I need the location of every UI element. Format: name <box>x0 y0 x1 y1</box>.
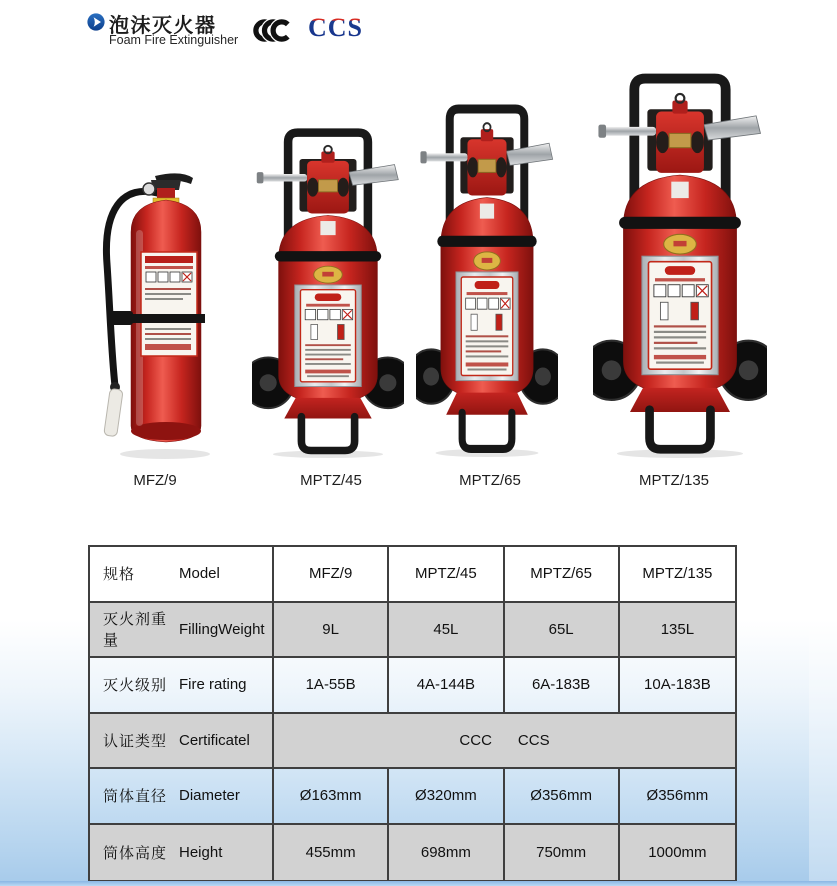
page-bottom-edge <box>0 881 837 886</box>
spec-value-cell: Ø356mm <box>505 769 620 825</box>
spec-table <box>88 545 737 882</box>
spec-value-cell: MPTZ/65 <box>505 547 620 603</box>
spec-value-cell: 6A-183B <box>505 658 620 714</box>
spec-value-cell: 45L <box>389 603 504 659</box>
spec-value-cell: MFZ/9 <box>274 547 389 603</box>
page-subtitle: Foam Fire Extinguisher <box>109 33 239 47</box>
spec-value-cell: 698mm <box>389 825 504 881</box>
spec-row-label-zh: 筒体直径 <box>103 788 168 806</box>
ccs-mark-text: CCS <box>308 13 364 42</box>
spec-row-label-zh: 灭火级别 <box>103 677 168 695</box>
spec-value-cell: 4A-144B <box>389 658 504 714</box>
ccs-certification-mark <box>306 11 382 43</box>
spec-row-label <box>90 825 274 881</box>
spec-row-label-zh: 规格 <box>103 566 136 584</box>
spec-value-cell: MPTZ/135 <box>620 547 735 603</box>
spec-row-label-zh: 认证类型 <box>103 732 168 750</box>
spec-row-label <box>90 547 274 603</box>
spec-row-label <box>90 714 274 770</box>
spec-value-cell: Ø356mm <box>620 769 735 825</box>
spec-value-cell: 750mm <box>505 825 620 881</box>
spec-row-label-en: Certificatel <box>179 731 250 749</box>
certificate-token: CCS <box>517 731 550 749</box>
spec-value-cell: Ø320mm <box>389 769 504 825</box>
spec-row-label <box>90 603 274 659</box>
product-caption-mfz9: MFZ/9 <box>133 472 177 489</box>
certificate-token: CCC <box>459 731 492 749</box>
ccc-certification-mark-icon <box>252 16 296 45</box>
product-caption-mptz45: MPTZ/45 <box>300 472 362 489</box>
product-caption-mptz65: MPTZ/65 <box>459 472 521 489</box>
spec-row-label-en: Model <box>179 565 220 583</box>
spec-certificate-cell <box>274 714 735 770</box>
spec-row-label-en: Diameter <box>179 787 240 805</box>
spec-value-cell: 10A-183B <box>620 658 735 714</box>
extinguisher-image-mptz45 <box>252 127 404 458</box>
spec-row-label-en: Height <box>179 843 223 861</box>
spec-value-cell: 455mm <box>274 825 389 881</box>
header-bullet-icon <box>87 13 105 31</box>
spec-value-cell: 1000mm <box>620 825 735 881</box>
spec-row-label-en: FillingWeight <box>179 620 265 638</box>
spec-value-cell: 9L <box>274 603 389 659</box>
spec-row-label <box>90 769 274 825</box>
spec-value-cell: Ø163mm <box>274 769 389 825</box>
spec-value-cell: MPTZ/45 <box>389 547 504 603</box>
spec-row-label-en: Fire rating <box>179 676 247 694</box>
spec-value-cell: 135L <box>620 603 735 659</box>
product-caption-mptz135: MPTZ/135 <box>638 472 710 489</box>
spec-value-cell: 65L <box>505 603 620 659</box>
extinguisher-image-mptz135 <box>593 72 767 458</box>
spec-value-cell: 1A-55B <box>274 658 389 714</box>
spec-row-label-zh: 灭火剂重量 <box>103 611 168 650</box>
page-right-edge <box>809 0 837 886</box>
extinguisher-image-mfz9 <box>95 168 217 460</box>
spec-row-label-zh: 筒体高度 <box>103 844 168 862</box>
spec-row-label <box>90 658 274 714</box>
page-title: 泡沫灭火器 <box>109 15 217 37</box>
extinguisher-image-mptz65 <box>416 103 558 457</box>
